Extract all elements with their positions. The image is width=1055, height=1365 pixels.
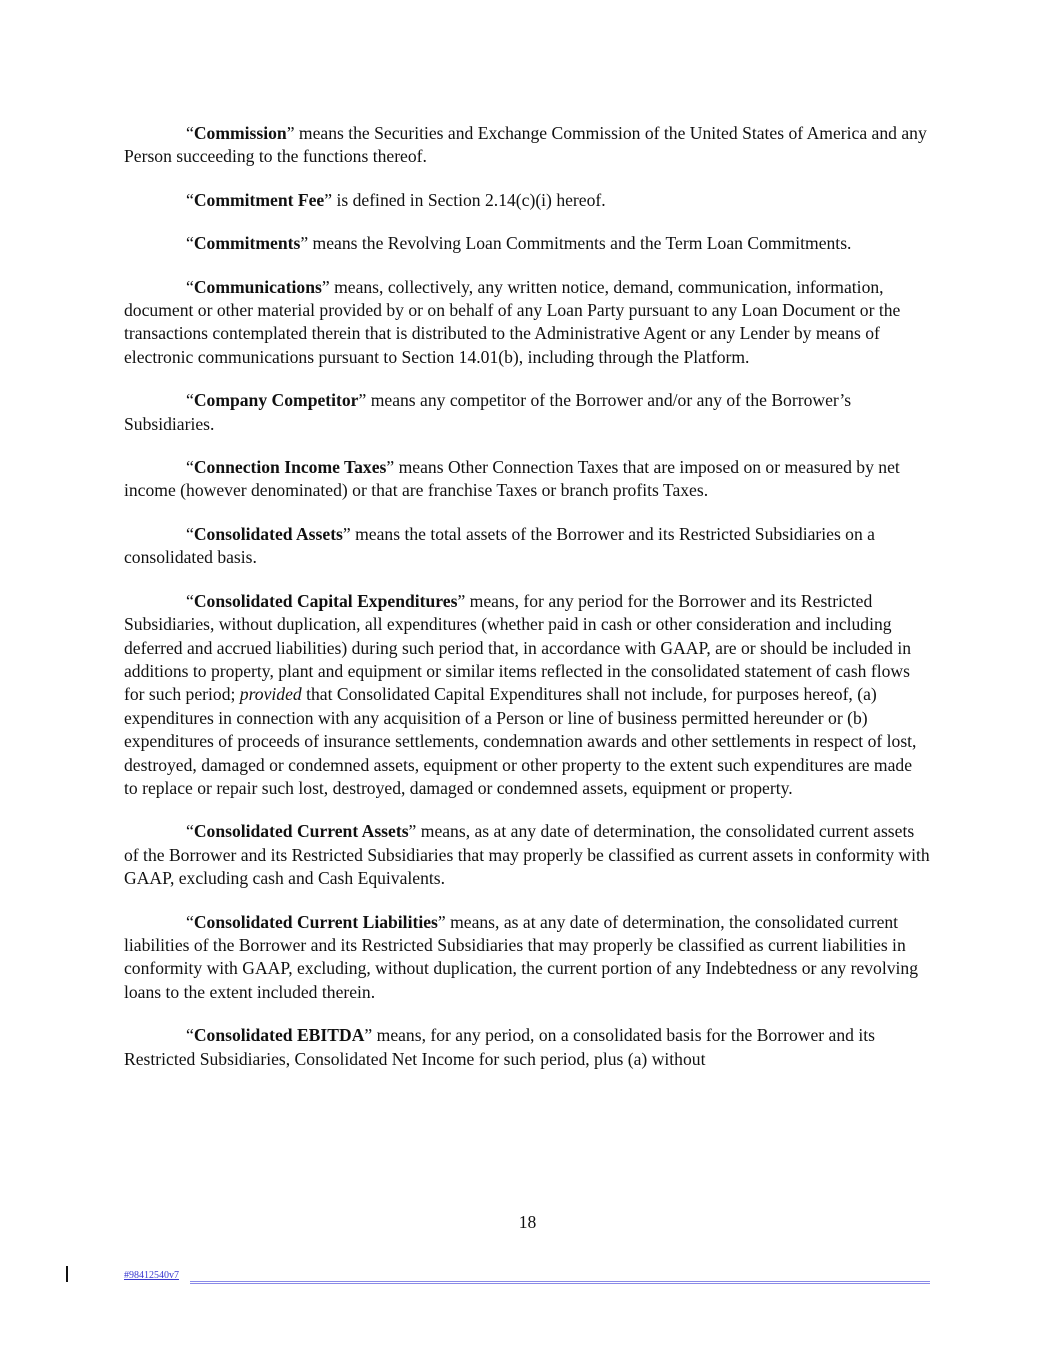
defined-term: Connection Income Taxes [193, 457, 387, 478]
defined-term: Consolidated EBITDA [193, 1025, 365, 1046]
definition-company-competitor: “Company Competitor” means any competitor of the Borrower and/or any of the Borrower’s Subsidiaries. [124, 390, 852, 434]
definition-communications: “Communications” means, collectively, any written notice, demand, communication, information, document or other material provided by or on behalf of any Loan Party pursuant to any Loan Document or the transactions contemplated therein that is distributed to the Administrative Agent or any Lender by means of electronic communications pursuant to Section 14.01(b), including through the Platform. [124, 276, 901, 367]
page-number: 18 [518, 1212, 537, 1232]
defined-term: Consolidated Current Assets [193, 821, 409, 842]
definition-consolidated-capital-expenditures: “Consolidated Capital Expenditures” means, for any period for the Borrower and its Restricted Subsidiaries, without duplication, all expenditures (whether paid in cash or other consideration and including deferred and accrued liabilities) during such period that, in accordance with GAAP, are or should be included in additions to property, plant and equipment or similar items reflected in the consolidated statement of cash flows for such period; provided that Consolidated Capital Expenditures shall not include, for purposes hereof, (a) expenditures in connection with any acquisition of a Person or line of business permitted hereunder or (b) expenditures of proceeds of insurance settlements, condemnation awards and other settlements in respect of lost, destroyed, damaged or condemned assets, equipment or other property to the extent such expenditures are made to replace or repair such lost, destroyed, damaged or condemned assets, equipment or property. [124, 590, 917, 798]
definition-commission: “Commission” means the Securities and Exchange Commission of the United States of America and any Person succeeding to the functions thereof. [124, 123, 927, 167]
italic-term: provided [239, 684, 302, 705]
change-bar [66, 1266, 68, 1282]
defined-term: Commission [193, 123, 287, 143]
definition-connection-income-taxes: “Connection Income Taxes” means Other Connection Taxes that are imposed on or measured by net income (however denominated) or that are franchise Taxes or branch profits Taxes. [124, 457, 900, 501]
footer [124, 1268, 930, 1284]
definition-consolidated-ebitda: “Consolidated EBITDA” means, for any period, on a consolidated basis for the Borrower and its Restricted Subsidiaries, Consolidated Net Income for such period, plus (a) without [124, 1025, 875, 1069]
footer-rule [190, 1281, 930, 1284]
definition-consolidated-assets: “Consolidated Assets” means the total assets of the Borrower and its Restricted Subsidiaries on a consolidated basis. [124, 523, 875, 568]
document-id: #98412540v7 [124, 1270, 179, 1281]
defined-term: Communications [193, 276, 322, 297]
document-body [124, 122, 930, 1091]
defined-term: Commitment Fee [193, 189, 325, 210]
defined-term: Consolidated Assets [193, 523, 343, 544]
definition-commitment-fee: “Commitment Fee” is defined in Section 2.14(c)(i) hereof. [186, 189, 606, 210]
defined-term: Consolidated Capital Expenditures [193, 590, 458, 611]
defined-term: Commitments [193, 233, 301, 254]
definition-consolidated-current-assets: “Consolidated Current Assets” means, as at any date of determination, the consolidated current assets of the Borrower and its Restricted Subsidiaries that may properly be classified as current assets in conformity with GAAP, excluding cash and Cash Equivalents. [124, 821, 930, 889]
definition-commitments: “Commitments” means the Revolving Loan Commitments and the Term Loan Commitments. [186, 233, 852, 254]
definition-consolidated-current-liabilities: “Consolidated Current Liabilities” means, as at any date of determination, the consolidated current liabilities of the Borrower and its Restricted Subsidiaries that may properly be classified as current liabilities in conformity with GAAP, excluding, without duplication, the current portion of any Indebtedness or any revolving loans to the extent included therein. [124, 911, 919, 1002]
defined-term: Company Competitor [193, 390, 359, 411]
defined-term: Consolidated Current Liabilities [193, 911, 438, 932]
